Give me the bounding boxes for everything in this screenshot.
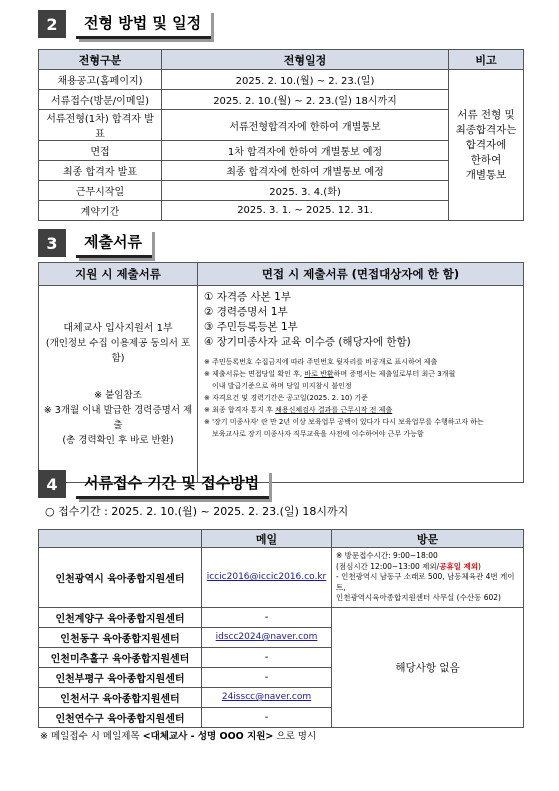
note-line: ※ 최종 합격자 통지 후 채용신체검사 결과를 근무시작 전 제출 [204,406,393,414]
header-cell: 면접 시 제출서류 (면접대상자에 한 함) [198,263,524,286]
center-name: 인천연수구 육아종합지원센터 [39,707,202,727]
stage-date: 2025. 2. 10.(월) ~ 2. 23.(일) [162,70,449,90]
stage-label: 서류접수(방문/이메일) [39,90,162,110]
stage-label: 근무시작일 [39,181,162,201]
center-name: 인천동구 육아종합지원센터 [39,627,202,647]
note-line: ※ 자격요건 및 경력기간은 공고일(2025. 2. 10) 기준 [204,394,368,402]
document-item: ③ 주민등록등본 1부 [204,321,298,333]
header-cell: 전형구분 [39,50,162,70]
career-certificate-note: ※ 3개월 이내 발급한 경력증명서 제출 [43,404,193,431]
email-cell: - [202,647,332,667]
remarks-line: 합격자에 [465,138,507,151]
document-item: ④ 장기미종사자 교육 이수증 (해당자에 한함) [204,336,411,348]
table-header-row [39,263,524,286]
email-link[interactable]: 24isscc@naver.com [202,687,332,707]
career-return-note: (총 경력확인 후 바로 반환) [62,434,174,446]
remarks-cell [449,70,524,221]
documents-table [38,262,524,483]
section-number: 3 [38,229,66,257]
note-line: ※ 제출서류는 면접당일 확인 후, 바로 반환하며 증명서는 제출일로부터 최근 3개월 [204,370,456,378]
center-name: 인천부평구 육아종합지원센터 [39,667,202,687]
table-header-row [39,50,524,70]
table-row [39,70,524,90]
header-cell: 메일 [202,530,332,548]
stage-date: 최종 합격자에 한하여 개별통보 예정 [162,161,449,181]
table-row [39,286,524,483]
interview-docs-cell [198,286,524,483]
attachment-note: ※ 붙임참조 [94,389,142,401]
stage-label: 최종 합격자 발표 [39,161,162,181]
section-number: 4 [38,470,66,498]
table-row [39,607,524,627]
header-cell: 지원 시 제출서류 [39,263,198,286]
email-subject-note: ※ 메일접수 시 메일제목 <대체교사 - 성명 OOO 지원> 으로 명시 [40,731,317,742]
email-cell: - [202,707,332,727]
stage-date: 1차 합격자에 한하여 개별통보 예정 [162,141,449,161]
center-name: 인천광역시 육아종합지원센터 [39,548,202,608]
document-item: ① 자격증 사본 1부 [204,291,291,303]
stage-date: 2025. 3. 4.(화) [162,181,449,201]
header-cell: 방문 [332,530,524,548]
note-line: 보육교사로 장기 미종사자 직무교육을 사전에 이수하여야 근무 가능함 [212,430,424,438]
center-name: 인천서구 육아종합지원센터 [39,687,202,707]
email-cell: - [202,667,332,687]
application-docs-cell [39,286,198,483]
section-3-header [38,229,152,257]
section-title: 제출서류 [76,229,152,258]
stage-date: 2025. 3. 1. ~ 2025. 12. 31. [162,201,449,221]
header-cell [39,530,202,548]
document-item: ② 경력증명서 1부 [204,306,288,318]
stage-label: 계약기간 [39,201,162,221]
note-line: ※ 주민등록번호 수집금지에 따라 주민번호 뒷자리를 비공개로 표시하여 제출 [204,358,438,366]
center-name: 인천미추홀구 육아종합지원센터 [39,647,202,667]
application-table [38,529,524,728]
remarks-line: 개별통보 [465,168,507,181]
note-line: 이내 발급기준으로 하며 당일 미지참시 불인정 [212,382,352,390]
remarks-line: 최종합격자는 [455,123,517,136]
note-line: ※ '장기 미종사자' 란 만 2년 이상 보육업무 공백이 있다가 다시 보육업무를 수행하고자 하는 [204,418,484,426]
visit-none: 해당사항 없음 [332,607,524,727]
visit-info: ※ 방문접수시간: 9:00~18:00 (점심시간 12:00~13:00 제외/공휴일 제외) - 인천광역시 남동구 소래로 500, 남동체육관 4번 게이트, 인천광역시육아종합지원센터 사무실 (수산동 602) [332,548,524,608]
remarks-line: 한하여 [470,153,502,166]
section-title: 서류접수 기간 및 접수방법 [76,470,269,499]
stage-date: 서류전형합격자에 한하여 개별통보 [162,110,449,141]
application-form: 대체교사 입사지원서 1부 [63,322,173,334]
email-link[interactable]: idscc2024@naver.com [202,627,332,647]
stage-label: 서류전형(1차) 합격자 발표 [39,110,162,141]
application-form-note: (개인정보 수집 이용제공 동의서 포함) [45,337,191,364]
email-link[interactable]: iccic2016@iccic2016.co.kr [202,548,332,608]
section-2-header [38,10,211,38]
stage-label: 면접 [39,141,162,161]
header-cell: 비고 [449,50,524,70]
table-row [39,548,524,608]
email-cell: - [202,607,332,627]
stage-label: 채용공고(홈페이지) [39,70,162,90]
table-header-row [39,530,524,548]
section-number: 2 [38,10,66,38]
application-period: ○ 접수기간 : 2025. 2. 10.(월) ~ 2025. 2. 23.(일) 18시까지 [45,505,349,518]
header-cell: 전형일정 [162,50,449,70]
section-title: 전형 방법 및 일정 [76,10,211,39]
stage-date: 2025. 2. 10.(월) ~ 2. 23.(일) 18시까지 [162,90,449,110]
remarks-line: 서류 전형 및 [457,108,515,121]
center-name: 인천계양구 육아종합지원센터 [39,607,202,627]
schedule-table [38,49,524,221]
section-4-header [38,470,269,498]
